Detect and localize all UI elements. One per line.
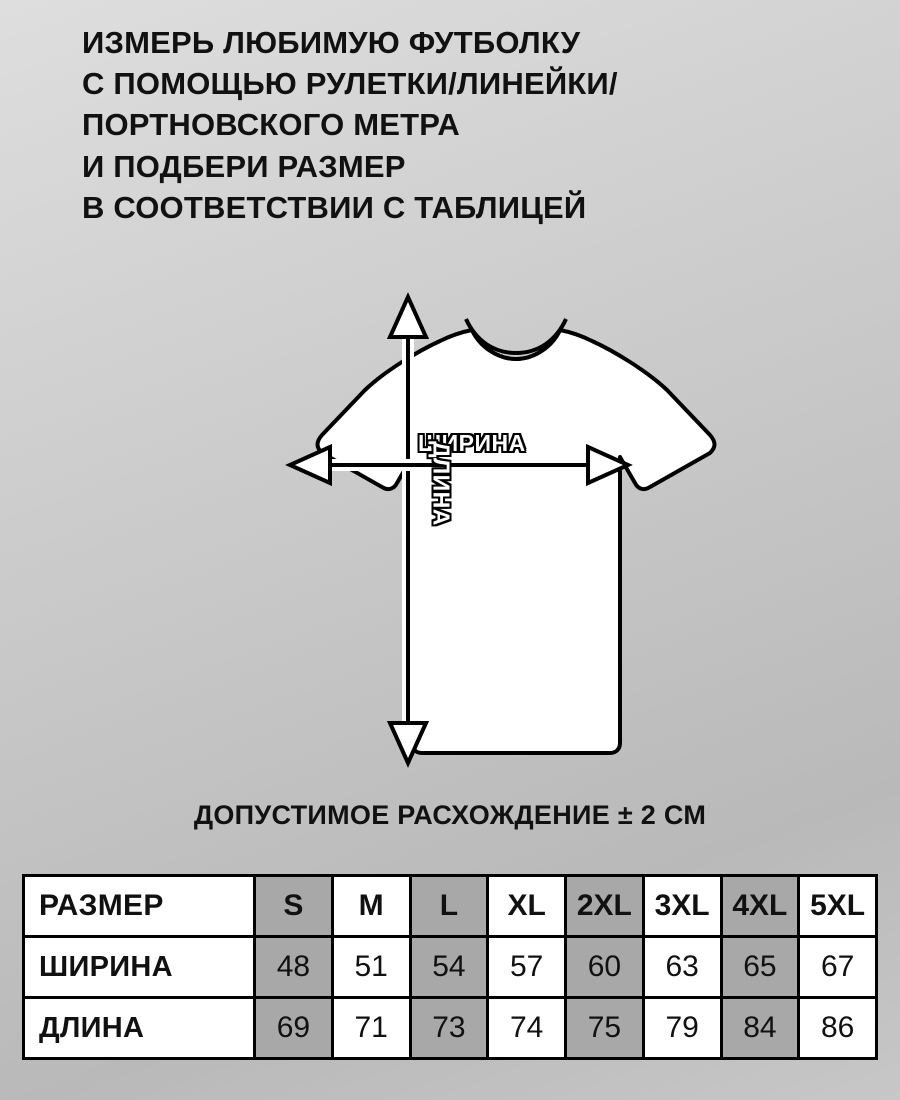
length-cell-0: 69 [255, 998, 333, 1059]
tshirt-icon [150, 275, 770, 775]
size-cell-0: S [255, 876, 333, 937]
title-line-1: ИЗМЕРЬ ЛЮБИМУЮ ФУТБОЛКУ [82, 25, 581, 60]
size-table-wrapper [22, 874, 878, 1060]
length-cell-1: 71 [332, 998, 410, 1059]
width-cell-1: 51 [332, 937, 410, 998]
size-cell-5: 3XL [643, 876, 721, 937]
size-cell-3: XL [488, 876, 566, 937]
width-cell-6: 65 [721, 937, 799, 998]
page-title [82, 22, 842, 228]
width-cell-5: 63 [643, 937, 721, 998]
tshirt-diagram [150, 275, 770, 775]
width-cell-2: 54 [410, 937, 488, 998]
size-cell-6: 4XL [721, 876, 799, 937]
title-line-2: С ПОМОЩЬЮ РУЛЕТКИ/ЛИНЕЙКИ/ [82, 66, 618, 102]
size-cell-2: L [410, 876, 488, 937]
row-header-width: ШИРИНА [24, 937, 255, 998]
table-row-length [24, 998, 877, 1059]
title-line-4: И ПОДБЕРИ РАЗМЕР [82, 148, 406, 184]
length-cell-7: 86 [799, 998, 877, 1059]
length-measure-label: ДЛИНА [428, 441, 455, 526]
title-line-5: В СООТВЕТСТВИИ С ТАБЛИЦЕЙ [82, 189, 587, 225]
tolerance-note: ДОПУСТИМОЕ РАСХОЖДЕНИЕ ± 2 СМ [193, 800, 707, 830]
size-table [22, 874, 878, 1060]
width-measure-label: ШИРИНА [418, 430, 526, 456]
length-cell-6: 84 [721, 998, 799, 1059]
width-cell-4: 60 [566, 937, 644, 998]
width-cell-7: 67 [799, 937, 877, 998]
size-cell-7: 5XL [799, 876, 877, 937]
length-cell-2: 73 [410, 998, 488, 1059]
length-cell-4: 75 [566, 998, 644, 1059]
length-cell-5: 79 [643, 998, 721, 1059]
row-header-length: ДЛИНА [24, 998, 255, 1059]
width-cell-0: 48 [255, 937, 333, 998]
row-header-size: РАЗМЕР [24, 876, 255, 937]
size-cell-4: 2XL [566, 876, 644, 937]
title-line-3: ПОРТНОВСКОГО МЕТРА [82, 107, 460, 143]
table-row-width [24, 937, 877, 998]
width-cell-3: 57 [488, 937, 566, 998]
length-cell-3: 74 [488, 998, 566, 1059]
table-row-sizes [24, 876, 877, 937]
size-cell-1: M [332, 876, 410, 937]
